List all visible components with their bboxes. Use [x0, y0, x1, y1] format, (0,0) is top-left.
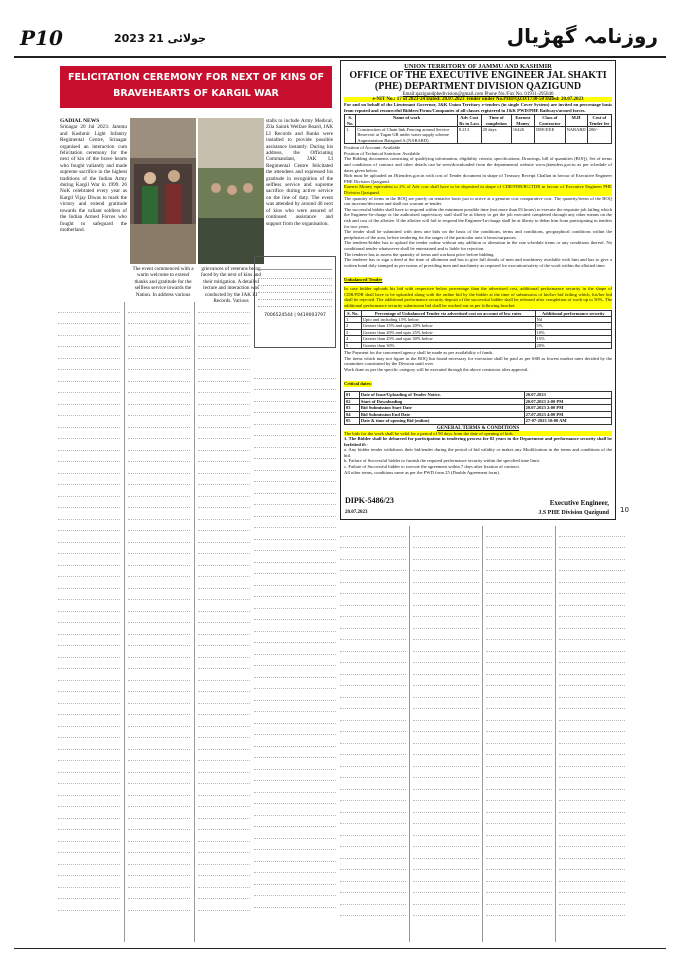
table-cell: Date of Issue/Uploading of Tender Notice.: [359, 392, 524, 398]
position-of-sanction: Position of Technical Sanction: Available: [344, 150, 420, 156]
page-header: [14, 24, 666, 58]
table-cell: 02: [345, 398, 360, 404]
tender-office-line-1: OFFICE OF THE EXECUTIVE ENGINEER JAL SHAKTI: [349, 70, 607, 81]
table-cell: 20%: [535, 342, 611, 348]
tender-ut-heading: UNION TERRITORY OF JAMMU AND KASHMIR: [404, 63, 552, 70]
urdu-column-7: [486, 526, 552, 942]
table-header-cell: Additional performance security: [535, 310, 611, 316]
table-cell: 1.: [345, 127, 356, 144]
table-cell: 5%: [535, 323, 611, 329]
table-cell: 27.07.2023 4:00 PM: [524, 411, 611, 417]
general-term-6: All other terms, conditions same as per the PWD form 25 (Double Agreement form).: [344, 469, 501, 475]
tender-nit-number: e-NIT No.: 17 of 2023-24 Dated: 20.07.2023 Tender under No.PHD/QZD/1730-50 Dated: 20.07.2023: [344, 97, 612, 102]
urdu-column-8: [559, 526, 625, 942]
table-cell: Upto and including 15% below: [361, 317, 535, 323]
tender-para-10: The Payment for the concerned agency shall be made as per availability of funds.: [344, 350, 494, 356]
ceremony-photo-1-graphic: [130, 118, 196, 264]
table-cell: 01: [345, 392, 360, 398]
page-bottom-rule: [14, 948, 666, 949]
table-cell: Bid Submission Start Date: [359, 405, 524, 411]
table-header-cell: Name of work: [356, 115, 457, 127]
tender-intro: For and on behalf of the Lieutenant Governor, J&K Union Territory e-tenders (in single Cover System) are invited on percentage basis from reputed and resourceful Bidders/Firms/Companies of all classes registered in J&K PWD/PHE Railways/armed forces.: [344, 102, 612, 113]
table-cell: 5: [345, 342, 362, 348]
general-term-1: The bids for the work shall be valid for a period of 90 days from the date of opening of bids.: [344, 431, 612, 437]
table-cell: Nil: [535, 317, 611, 323]
work-table: [344, 114, 612, 144]
urdu-column-5: [340, 526, 406, 942]
general-term-2: 1. The Bidder shall be debarred for participation in tendering process for 02 years in the Department and performance security shall be forfeited if:-: [344, 436, 612, 447]
table-cell: DEE/EEE: [535, 127, 566, 144]
article-byline: GADIAL NEWS: [60, 118, 100, 124]
perf-table-header: [345, 310, 612, 316]
table-cell: Greater than 25% and upto 30% below: [361, 336, 535, 342]
table-cell: 04: [345, 411, 360, 417]
table-header-cell: M.H: [565, 115, 587, 127]
tender-para-9: The tenderer has to sign a deed at the time of allotment and has to give full details of men and machinery available with him and has to give a written bond duly stamped as per norms of providing men and machinery as required for execution/safety of the work within the allotted time.: [344, 257, 612, 268]
table-cell: 200/-: [587, 127, 611, 144]
table-cell: 2: [345, 323, 362, 329]
article-column-4: stalls to include Army Medical, Zila Sainik Welfare Board, JAK LI Records and Banks were installed to provide possible assistance instantly. During his address, the Officiating Commandant, JAK LI Regimental Centre felicitated the attendees and expressed his gratitude in recognition of the selfless service and supreme sacrifice during active service on the line of duty. The event was attended by around 40 next of kins who were assured of continued assistance and support from the organisation.: [266, 118, 333, 227]
ceremony-photo-2-graphic: [198, 118, 264, 264]
table-row: [345, 127, 612, 144]
tender-para-12: Work done as per the specific category will be executed through the above contractor after approval.: [344, 366, 529, 372]
table-cell: 20 days: [481, 127, 511, 144]
critical-dates-table: [344, 391, 612, 424]
table-cell: Start of Downloading: [359, 398, 524, 404]
critical-dates-title: Critical dates:: [344, 381, 372, 387]
position-of-account: Position of Account: Available: [344, 145, 401, 151]
work-table-header: [345, 115, 612, 127]
tender-para-5: The successful bidder shall have to respond within the minimum possible time (not more than 03 hours) to execute the requisite job failing which the Engineer-In-charge or the authorised supervisory staff shall be at liberty to get the job executed completed through any other means on the risk and cost of the allottee. If the allottee will fail to respond the Engineer-In-charge shall be at liberty to debar him from participating in tenders for two years.: [344, 206, 612, 229]
small-urdu-notice: [254, 256, 336, 348]
table-cell: 03: [345, 405, 360, 411]
table-cell: Construction of Chain link Fencing around Service Reservoir at Tagan GR under water supply scheme Augmentation Batagund A (NABARD).: [356, 127, 457, 144]
tender-office-line-2: (PHE) DEPARTMENT DIVISION QAZIGUND: [374, 81, 582, 92]
table-cell: 3: [345, 329, 362, 335]
dipk-number: DIPK-5486/23: [345, 496, 394, 505]
table-cell: Greater than 15% and upto 20% below: [361, 323, 535, 329]
table-row: [345, 342, 612, 348]
table-header-cell: Time of completion: [481, 115, 511, 127]
tender-para-1: The Bidding documents consisting of qualifying information, eligibility criteria, specifications, Drawings, bill of quantities (BOQ), Set of terms and conditions of contract and other details can be seen/downloaded from the departmental website www.jktenders.gov.in as per schedule of dates given below.: [344, 156, 612, 173]
table-cell: 27-07-2023 10:00 AM: [524, 418, 611, 424]
performance-security-table: [344, 310, 612, 349]
urdu-column-1: [58, 302, 120, 942]
urdu-column-2: [128, 302, 190, 942]
unbalanced-title: Unbalanced Tender: [344, 277, 383, 283]
article-banner: [60, 66, 332, 108]
table-cell: 1: [345, 317, 362, 323]
tender-para-6: The tender shall be submitted with item rate bids on the basis of the conditions, terms and conditions, geographical conditions within the peripheries of the area, before tendering for the stages of the particular area it bears/surpasses.: [344, 229, 612, 240]
tender-contact: Email:qazigundphedivision@gmail.com Phone No./Fax No. 01931-295040: [402, 92, 554, 97]
table-cell: 20.07.2023: [524, 392, 611, 398]
table-cell: 05: [345, 418, 360, 424]
general-terms-title: GENERAL TERMS & CONDITIONS: [436, 425, 520, 431]
table-header-cell: S. No.: [345, 310, 362, 316]
table-cell: Bid Submission End Date: [359, 411, 524, 417]
table-cell: NABARD: [565, 127, 587, 144]
table-cell: 16426: [511, 127, 534, 144]
urdu-column-3: [198, 302, 250, 942]
table-cell: 8.213: [457, 127, 481, 144]
table-row: [345, 418, 612, 424]
urdu-column-4: [254, 368, 336, 942]
table-cell: 20.07.2023 2:00 PM: [524, 398, 611, 404]
table-cell: 10%: [535, 329, 611, 335]
table-cell: 20.07.2023 2:00 PM: [524, 405, 611, 411]
urdu-column-6: [413, 526, 479, 942]
general-term-3: a. Any bidder tender withdraws their bid/tender during the period of bid validity or makes any Modification in the terms and conditions of the bid.: [344, 447, 612, 458]
table-header-cell: S. No.: [345, 115, 356, 127]
table-header-cell: Cost of Tender fee: [587, 115, 611, 127]
column-rule: [409, 526, 410, 942]
executive-engineer-division: J.S PHE Division Qazigund: [538, 510, 609, 516]
photo-2-caption: grievances of veterans being faced by the next of kins and their mitigation. A detailed lecture and interaction was conducted by the JAK LI Records. Various: [201, 266, 261, 305]
tender-para-2: Bids must be uploaded on JKtenders.gov.in with cost of Tender document in shape of Treasury Receipt Challan in favour of Executive Engineer PHE Division Qazigund.: [344, 173, 612, 184]
tender-para-8: The tenderer has to assess the quantity of items and workout price before bidding.: [344, 251, 495, 257]
column-rule: [124, 302, 125, 942]
tender-para-3: Earnest Money equivalent to 2% of Adv cost shall have to be deposited in shape of CDR/FDR/BG/TDR in favour of Executive Engineer PHE Division Qazigund.: [344, 184, 612, 195]
tender-para-4: The quantity of items in the BOQ are purely on tentative basis just to arrive at a genuine cost comparative cost. The quantity/items of the BOQ can increase/decrease and shall not warrant re-tender.: [344, 195, 612, 207]
tender-page-marker: 10: [620, 506, 629, 514]
banner-line-2: BRAVEHEARTS OF KARGIL WAR: [113, 88, 279, 99]
banner-line-1: FELICITATION CEREMONY FOR NEXT OF KINS OF: [68, 72, 324, 83]
unbalanced-body: In case bidder uploads his bid with respective below percentage than the advertised cost, additional performance security in the shape of CDR/FDR shall have to be uploaded along with the online bid by the bidder at the time of submission of his/her bid failing which, his/her bid shall be rejected. The additional performance security deposit of the successful bidder shall be released after completion of work up to 50%. The additional performance security submission bid shall be worked out as per following bracket:: [344, 286, 612, 309]
table-cell: Greater than 30%: [361, 342, 535, 348]
table-header-cell: Adv Cost Rs in Lacs: [459, 115, 480, 126]
ceremony-photo-2: [198, 118, 264, 264]
table-cell: Date & time of opening Bid (online): [359, 418, 524, 424]
table-header-cell: Percentage of Unbalanced Tender viz advertised cost on account of low rates: [361, 310, 535, 316]
table-header-cell: Class of Contractor: [535, 115, 566, 127]
column-rule: [555, 526, 556, 942]
column-rule: [482, 526, 483, 942]
executive-engineer-title: Executive Engineer,: [549, 499, 609, 507]
table-cell: 15%: [535, 336, 611, 342]
tender-para-7: The tenderer/bidder has to upload the tender online without any addition or alteration in the rate schedule items or any conditions thereof. No conditional tender whatsoever shall be entertained and is liable for rejection.: [344, 240, 612, 251]
notice-phone: 7006524544 | 9419003797: [264, 313, 326, 318]
ceremony-photo-1: [130, 118, 196, 264]
newspaper-masthead: روزنامہ گھڑیال: [506, 24, 658, 48]
article-column-1-text: Srinagar 20 Jul 2023: Jammu and Kashmir Light Infantry Regimental Centre, Srinagar organised an interaction cum felicitation ceremony for the next of kin of the brave hearts who fought valiantly and made supreme sacrifice in the highest traditions of the Indian Army during Kargil War in 1999. 26 NoK celebrated every year as Kargil Vijay Diwas to mark the victory and extend gratitude towards the valiant soldiers of the Indian Armed Forces who fought to safeguard the motherland.: [60, 124, 127, 233]
article-column-1: [60, 118, 127, 299]
tender-para-11: The items which may not figure in the BOQ but found necessary for execution shall be paid as per SSR as lowest market rates decided by the committee constituted by the Division until over.: [344, 355, 612, 367]
issue-date: 2023 21 جولائی: [114, 32, 206, 45]
general-term-4: b. Failure of Successful bidder to furnish the required performance security within the specified time limit.: [344, 458, 541, 464]
general-term-5: c. Failure of Successful bidder to execute the agreement within 7 days after fixation of contract.: [344, 464, 520, 470]
tender-notice: [340, 60, 616, 520]
table-cell: 4: [345, 336, 362, 342]
column-rule: [194, 302, 195, 942]
photo-1-caption: The event commenced with a warm welcome to extend thanks and gratitude for the selfless service towards the Nation. In address various: [132, 266, 194, 298]
page-number: P10: [20, 26, 63, 50]
table-cell: Greater than 20% and upto 25% below: [361, 329, 535, 335]
tender-footer-date: 20.07.2023: [345, 510, 368, 515]
table-header-cell: Earnest Money: [511, 115, 534, 127]
